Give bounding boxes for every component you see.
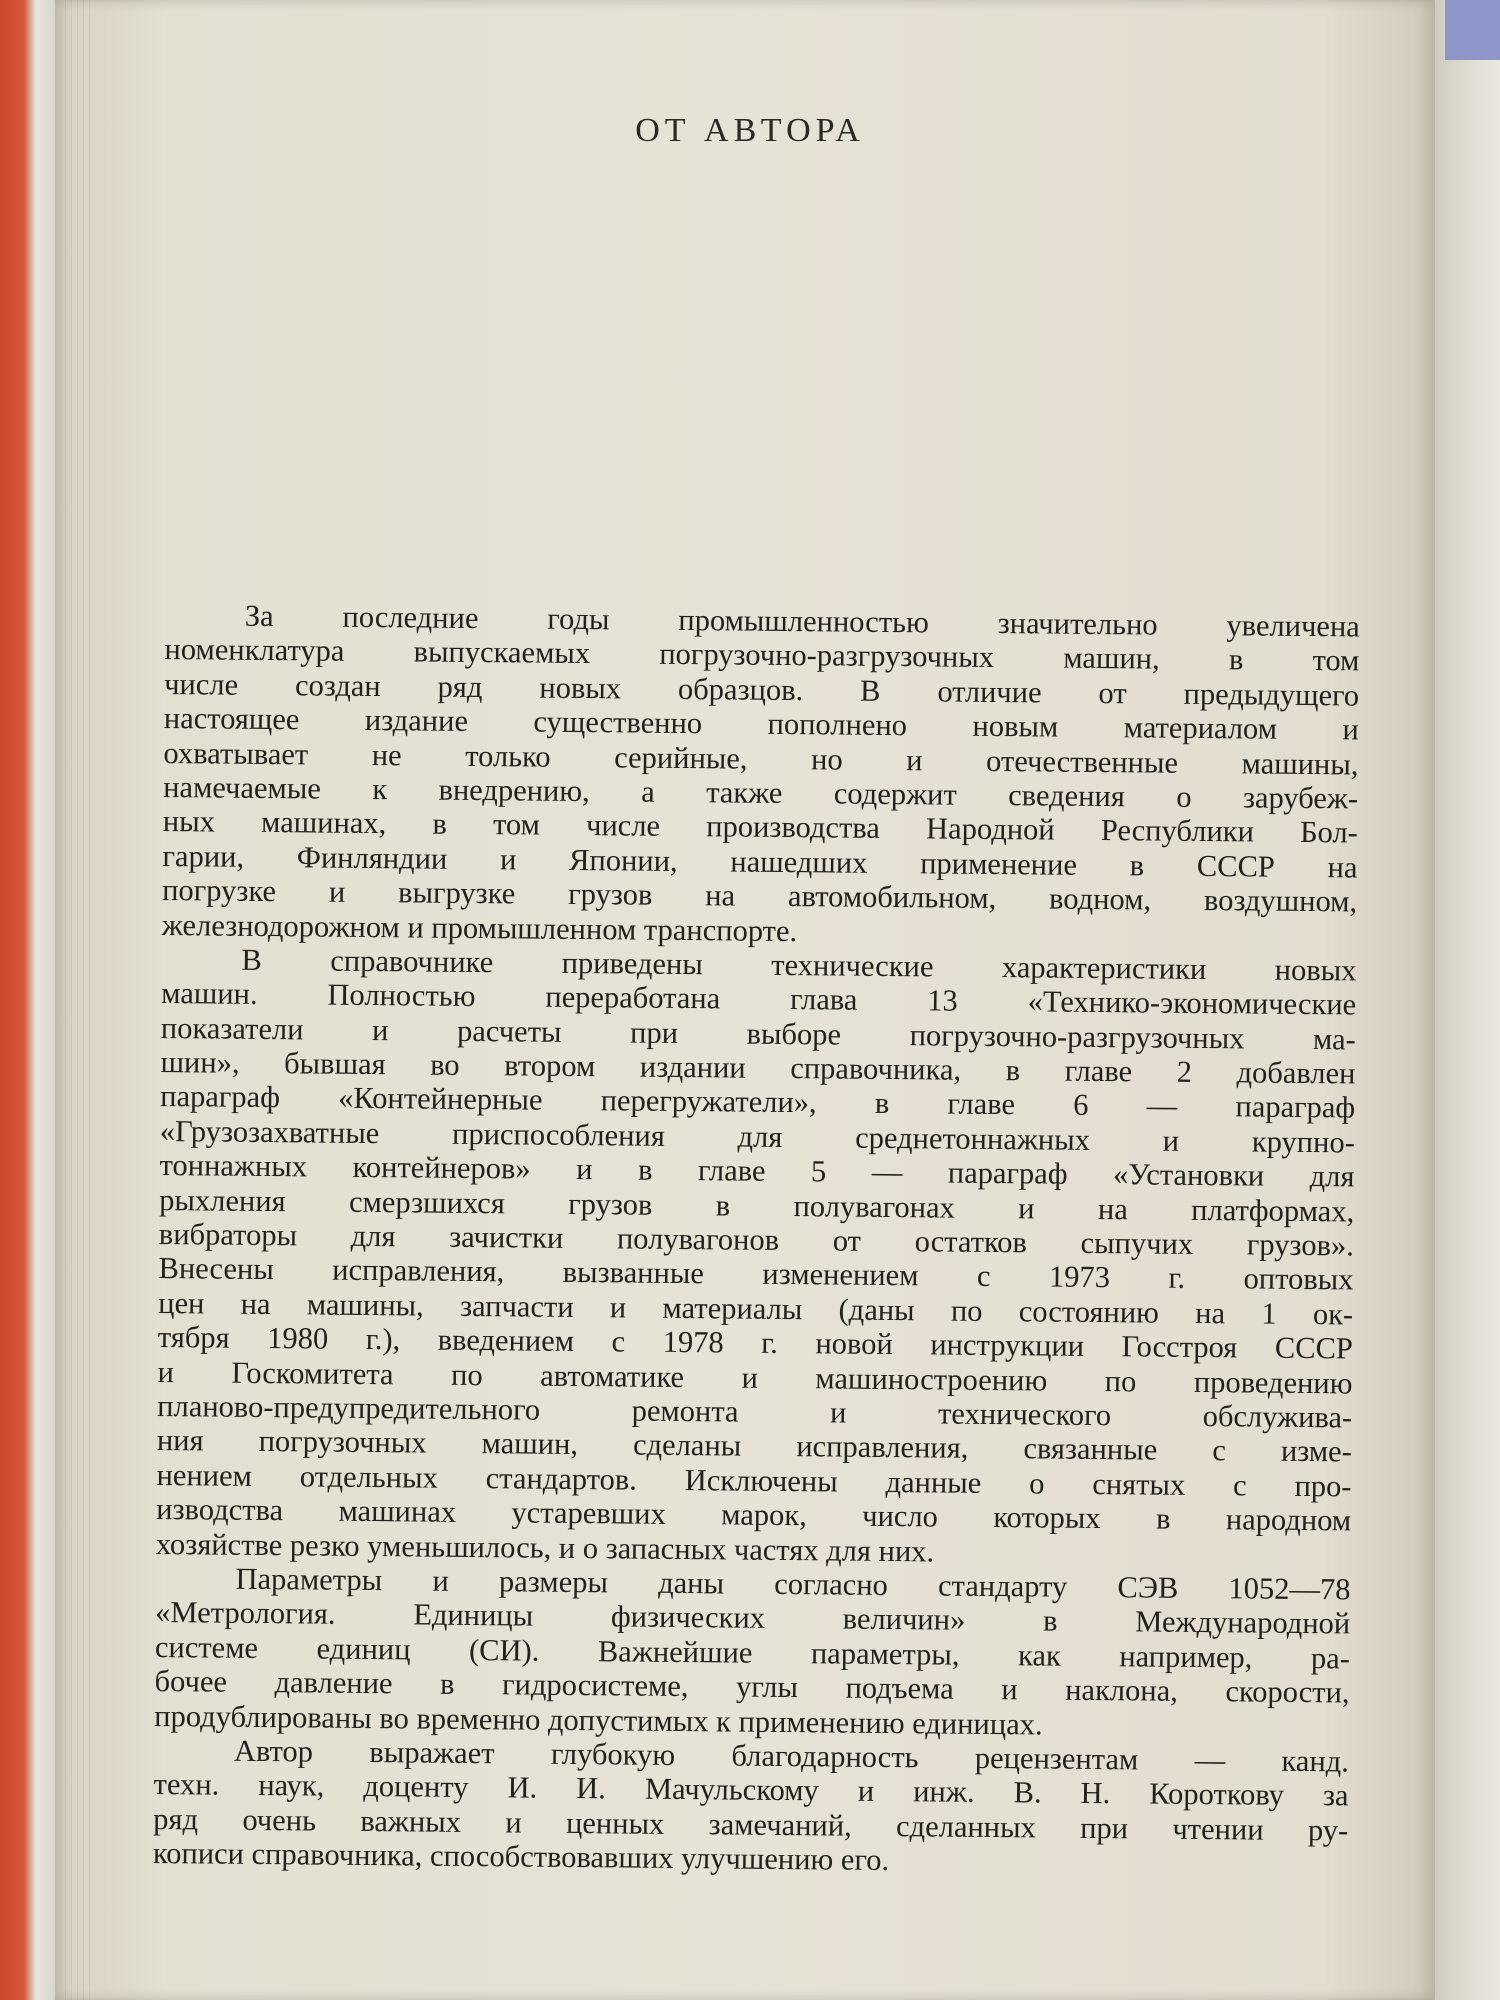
page-stack-edges (65, 0, 95, 2000)
text-line: цен на машины, запчасти и материалы (даны по состоянию на 1 ок- (158, 1285, 1354, 1332)
text-line: кописи справочника, способствовавших улучшению его. (152, 1836, 890, 1878)
text-line: бочее давление в гидросистеме, углы подъема и наклона, скорости, (154, 1664, 1350, 1710)
text-line: техн. наук, доценту И. И. Мачульскому и инж. В. Н. Короткову за (153, 1767, 1349, 1813)
text-line: рыхления смерзшихся грузов в полувагонах и на платформах, (159, 1182, 1355, 1229)
text-line: планово-предупредительного ремонта и технического обслужива- (157, 1388, 1353, 1435)
text-line: настоящее издание существенно пополнено новым материалом и (163, 701, 1359, 747)
text-line: продублированы во временно допустимых к применению единицах. (154, 1698, 1043, 1741)
text-line: За последние годы промышленностью значительно увеличена (244, 598, 1360, 644)
text-line: железнодорожном и промышленном транспорте. (161, 907, 798, 948)
text-line: машин. Полностью переработана глава 13 «Технико-экономические (161, 976, 1357, 1022)
text-line: гарии, Финляндии и Японии, нашедших применение в СССР на (162, 838, 1358, 885)
text-line: и Госкомитета по автоматике и машиностроению по проведению (157, 1354, 1353, 1401)
text-line: хозяйстве резко уменьшилось, и о запасных частях для них. (155, 1526, 935, 1568)
text-line: ния погрузочных машин, сделаны исправления, связанные с изме- (156, 1423, 1353, 1469)
text-line: параграф «Контейнерные перегружатели», в главе 6 — параграф (160, 1079, 1356, 1125)
text-line: «Метрология. Единицы физических величин» в Международной (155, 1595, 1351, 1641)
text-line: погрузке и выгрузке грузов на автомобильном, водном, воздушном, (162, 873, 1358, 919)
text-line: показатели и расчеты при выборе погрузочно-разгрузочных ма- (160, 1010, 1356, 1057)
page-heading: ОТ АВТОРА (635, 112, 865, 149)
text-line: тября 1980 г.), введением с 1978 г. новой инструкции Госстроя СССР (157, 1320, 1354, 1366)
text-line: охватывает не только серийные, но и отечественные машины, (163, 735, 1359, 782)
text-line: шин», бывшая во втором издании справочника, в главе 2 добавлен (160, 1045, 1356, 1091)
background-blue-corner (1445, 0, 1500, 60)
text-line: «Грузозахватные приспособления для среднетоннажных и крупно- (159, 1113, 1355, 1160)
text-line: изводства машинах устаревших марок, число которых в народном (156, 1492, 1352, 1538)
text-line: вибраторы для зачистки полувагонов от остатков сыпучих грузов». (158, 1217, 1355, 1263)
text-line: В справочнике приведены технические характеристики новых (241, 942, 1357, 988)
background-left-edge (0, 0, 60, 2000)
body-text (153, 598, 1360, 1882)
text-line: намечаемые к внедрению, а также содержит сведения о зарубеж- (163, 769, 1359, 816)
text-line: ряд очень важных и ценных замечаний, сделанных при чтении ру- (153, 1801, 1349, 1848)
text-line: Параметры и размеры даны согласно стандарту СЭВ 1052—78 (235, 1561, 1351, 1607)
text-line: Автор выражает глубокую благодарность рецензентам — канд. (233, 1733, 1350, 1779)
text-line: системе единиц (СИ). Важнейшие параметры, как например, ра- (154, 1629, 1351, 1676)
text-line: номенклатура выпускаемых погрузочно-разгрузочных машин, в том (164, 632, 1360, 678)
text-line: нением отдельных стандартов. Исключены данные о снятых с про- (156, 1457, 1352, 1504)
text-line: Внесены исправления, вызванные изменением с 1973 г. оптовых (158, 1251, 1354, 1297)
text-line: ных машинах, в том числе производства Народной Республики Бол- (162, 804, 1358, 850)
text-line: числе создан ряд новых образцов. В отличие от предыдущего (164, 666, 1360, 713)
text-line: тоннажных контейнеров» и в главе 5 — параграф «Установки для (159, 1148, 1355, 1194)
